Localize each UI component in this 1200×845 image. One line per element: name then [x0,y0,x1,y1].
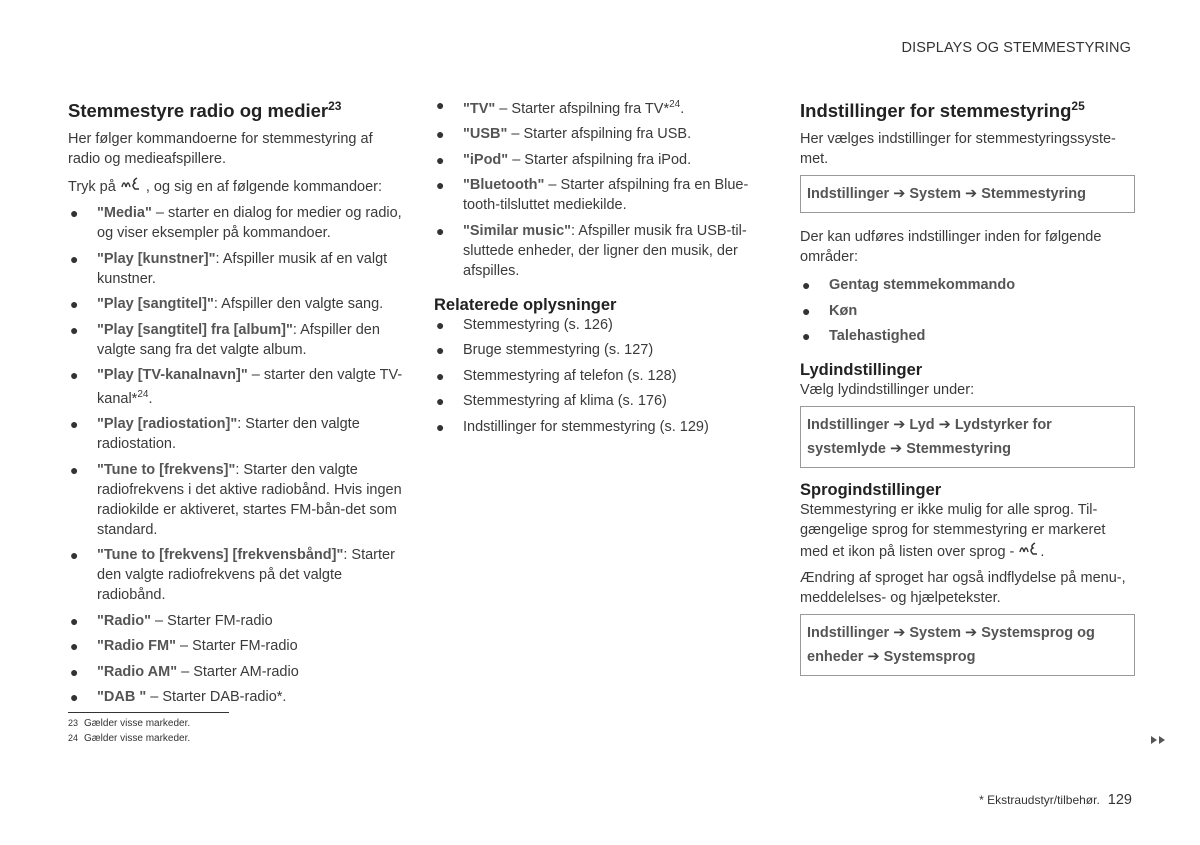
list-item: ● "Bluetooth" – Starter afspilning fra en Blue-tooth-tilsluttet mediekilde. [436,177,749,214]
list-item: ● "Similar music": Afspiller musik fra USB-til-sluttede enheder, der ligner den musik, der afspilles. [436,222,747,279]
bullet-icon: ● [70,461,79,478]
column-3 [800,94,1135,686]
list-item[interactable]: ● Stemmestyring af klima (s. 176) [436,393,667,410]
areas-intro: Der kan udføres indstillinger inden for følgende områder: [800,229,1102,266]
sound-title: Lydindstillinger [800,361,923,380]
footnote-divider [68,712,229,713]
section-header: DISPLAYS OG STEMMESTYRING [901,40,1131,56]
list-item: ● Køn [802,302,858,319]
menu-path-tile [800,175,1135,213]
voice-command: "Tune to [frekvens]" [97,461,236,478]
accessory-note: * Ekstraudstyr/tilbehør. [979,793,1100,807]
bullet-icon: ● [70,612,79,629]
bullet-icon: ● [802,277,811,294]
command-list-continued [434,95,774,281]
list-item: ● "DAB " – Starter DAB-radio*. [70,689,287,706]
next-page-icon[interactable] [1150,735,1168,748]
language-title: Sprogindstillinger [800,481,942,500]
voice-command: "Play [sangtitel] fra [album]" [97,321,293,338]
voice-command: "USB" [463,126,508,143]
column-1 [68,94,408,713]
bullet-icon: ● [436,367,445,384]
page-number: 129 [1107,792,1132,808]
footnote-24: 24 Gælder visse markeder. [68,733,191,744]
list-item: ● "USB" – Starter afspilning fra USB. [436,126,692,143]
list-item: ● "Play [sangtitel]": Afspiller den valgte sang. [70,296,384,313]
arrow-right-icon: ➔ [863,649,884,666]
bullet-icon: ● [436,97,445,113]
menu-path-step: Systemsprog og enheder [807,625,1095,666]
bullet-icon: ● [436,177,445,194]
menu-path-step: Systemsprog [883,649,976,666]
bullet-icon: ● [70,689,79,706]
bullet-icon: ● [802,328,811,345]
list-item[interactable]: ● Indstillinger for stemmestyring (s. 129) [436,418,709,435]
bullet-icon: ● [70,547,79,564]
voice-command: "Radio" [97,612,152,629]
voice-command: "Play [radiostation]" [97,416,238,433]
bullet-icon: ● [436,222,445,239]
language-path-tile [800,614,1135,676]
list-item: ● "Play [kunstner]": Afspiller musik af en valgt kunstner. [70,250,388,287]
bullet-icon: ● [70,638,79,655]
menu-path-step: Indstillinger [807,417,890,434]
list-item: ● "Radio" – Starter FM-radio [70,612,273,629]
bullet-icon: ● [70,250,79,267]
menu-path-step: System [909,186,961,203]
intro-text: Her følger kommandoerne for stemmestyring af radio og medieafspillere. [68,131,373,168]
related-title: Relaterede oplysninger [434,295,617,314]
menu-path-step: Stemmestyring [906,441,1011,458]
menu-path-step: Stemmestyring [981,186,1086,203]
list-item: ● "Play [radiostation]": Starter den valgte radiostation. [70,416,360,453]
arrow-right-icon: ➔ [889,625,910,642]
bullet-icon: ● [436,418,445,435]
menu-path-step: Indstillinger [807,625,890,642]
bullet-icon: ● [436,393,445,410]
voice-command: "iPod" [463,151,509,168]
language-text: Stemmestyring er ikke mulig for alle sprog. Til-gængelige sprog for stemmestyring er markeret med et ikon på listen over sprog - . [800,502,1106,561]
arrow-right-icon: ➔ [960,625,982,642]
language-text-2: Ændring af sproget har også indflydelse på menu-, meddelelses- og hjælpetekster. [800,570,1126,607]
voice-command: "Media" [97,205,152,222]
list-item[interactable]: ● Stemmestyring af telefon (s. 128) [436,367,677,384]
settings-intro: Her vælges indstillinger for stemmestyringssyste-met. [800,131,1116,168]
arrow-right-icon: ➔ [886,441,907,458]
page-footer [979,792,1132,808]
section-title: Stemmestyre radio og medier$^{23}$ [68,99,342,122]
list-item: ● "Radio AM" – Starter AM-radio [70,663,299,680]
bullet-icon: ● [802,302,811,319]
sound-text: Vælg lydindstillinger under: [800,382,975,399]
bullet-icon: ● [436,126,445,143]
list-item: ● "Media" – starter en dialog for medier og radio, og viser eksempler på kommandoer. [70,205,402,242]
bullet-icon: ● [70,367,79,384]
bullet-icon: ● [436,151,445,168]
arrow-right-icon: ➔ [889,186,910,203]
list-item: ● "Play [sangtitel] fra [album]": Afspiller den valgte sang fra det valgte album. [70,321,380,358]
voice-command: "Radio AM" [97,663,178,680]
bullet-icon: ● [70,205,79,222]
command-list [68,203,408,707]
menu-path-step: Indstillinger [807,186,890,203]
voice-control-icon [120,179,146,195]
bullet-icon: ● [70,663,79,680]
arrow-right-icon: ➔ [960,186,982,203]
bullet-icon: ● [70,321,79,338]
list-item: ● Talehastighed [802,328,926,345]
settings-title: Indstillinger for stemmestyring$^{25}$ [800,99,1085,122]
voice-command: "Play [kunstner]" [97,250,216,267]
column-2 [434,95,774,442]
arrow-right-icon: ➔ [889,417,910,434]
areas-list [800,275,1135,346]
list-item: ● "Tune to [frekvens]": Starter den valgte radiofrekvens i det aktive radiobånd. Hvis ingen radiokilde er aktiveret, startes FM-bån-det som standard. [70,461,402,538]
menu-path-step: Lyd [909,417,935,434]
footnote-23: 23 Gælder visse markeder. [68,718,191,729]
list-item: ● "Play [TV-kanalnavn]" – starter den valgte TV-kanal*$^{24}$. [70,367,403,407]
list-item[interactable]: ● Stemmestyring (s. 126) [436,316,613,333]
list-item: ● Gentag stemmekommando [802,277,1016,294]
voice-command: "Play [sangtitel]" [97,296,214,313]
voice-command: "TV" [463,100,496,117]
voice-command: "Play [TV-kanalnavn]" [97,367,248,384]
voice-command: "Tune to [frekvens] [frekvensbånd]" [97,547,344,564]
press-instruction: Tryk på , og sig en af følgende kommandoer: [68,179,383,196]
list-item: ● "Tune to [frekvens] [frekvensbånd]": Starter den valgte radiofrekvens på det valgte radiobånd. [70,547,395,604]
list-item: ● "TV" – Starter afspilning fra TV*$^{24}$. [436,97,685,117]
voice-command: "Similar music" [463,222,572,239]
bullet-icon: ● [70,416,79,433]
list-item[interactable]: ● Bruge stemmestyring (s. 127) [436,342,654,359]
arrow-right-icon: ➔ [934,417,955,434]
voice-command: "Bluetooth" [463,177,545,194]
related-list [434,315,774,437]
menu-path-step: Lydstyrker for systemlyde [807,417,1052,458]
list-item: ● "iPod" – Starter afspilning fra iPod. [436,151,692,168]
list-item: ● "Radio FM" – Starter FM-radio [70,638,298,655]
voice-command: "DAB " [97,689,147,706]
bullet-icon: ● [70,296,79,313]
bullet-icon: ● [436,316,445,333]
menu-path-step: System [909,625,961,642]
bullet-icon: ● [436,342,445,359]
voice-control-icon [1018,544,1040,560]
voice-command: "Radio FM" [97,638,176,655]
sound-path-tile [800,406,1135,468]
